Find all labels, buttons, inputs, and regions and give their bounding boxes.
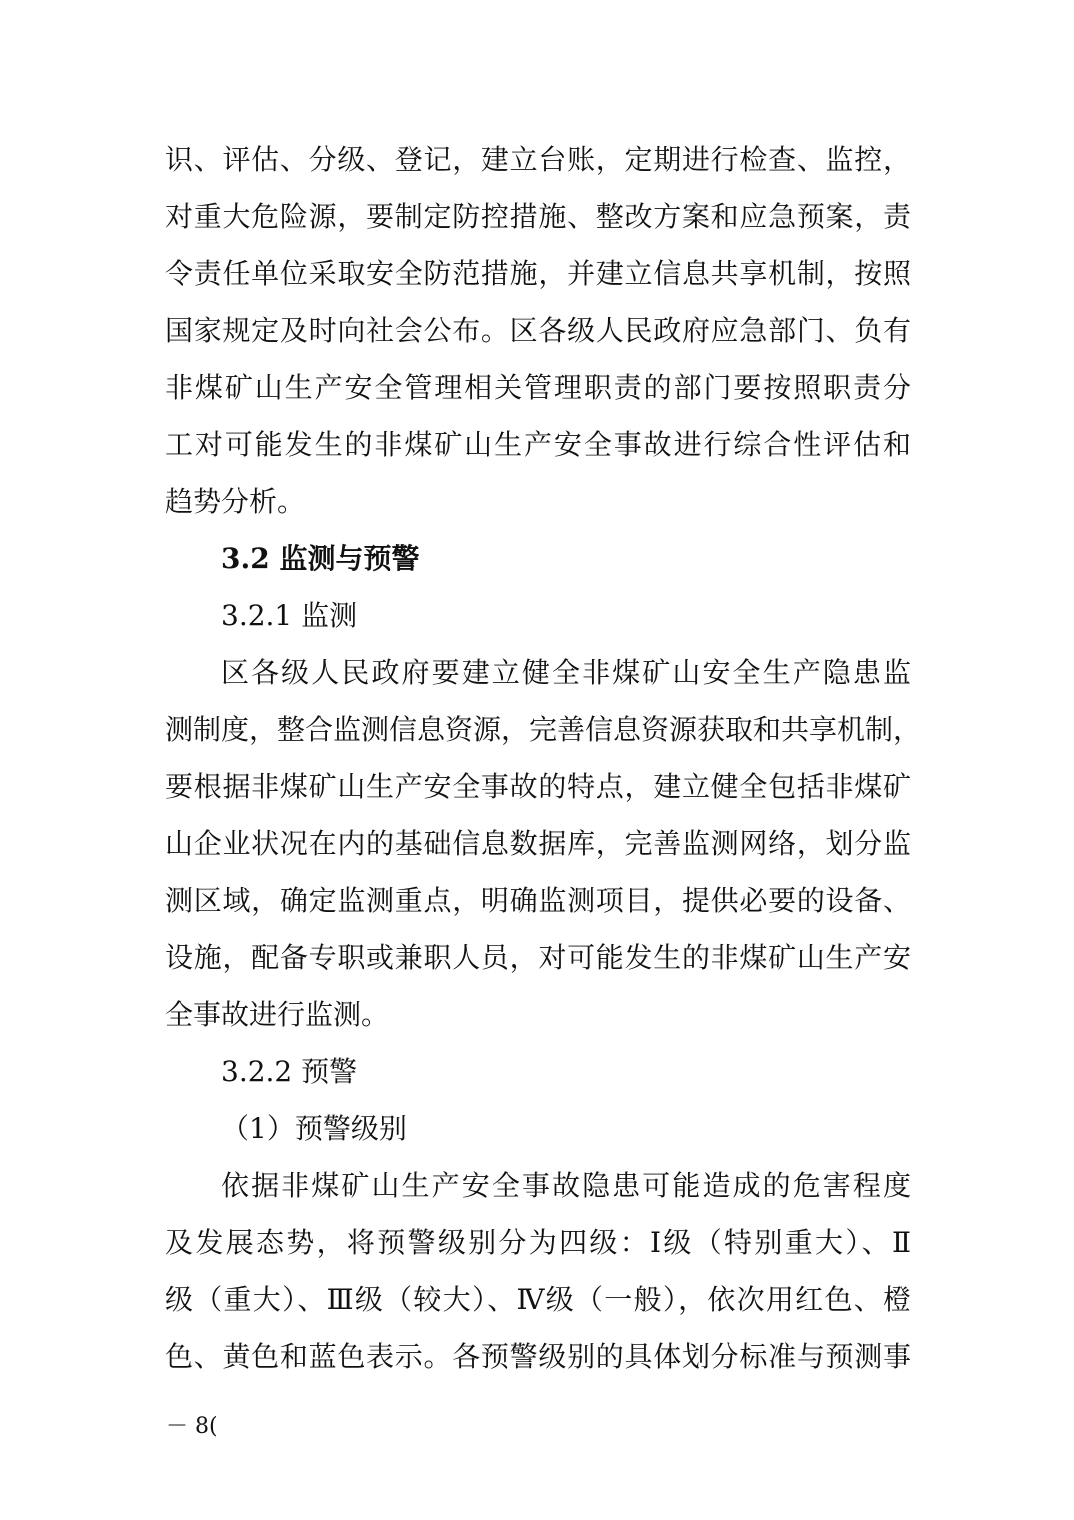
subsection-heading: 3.2.1 监测 bbox=[221, 599, 358, 632]
section-heading: 3.2 监测与预警 bbox=[221, 542, 420, 575]
paragraph-line: 测制度，整合监测信息资源，完善信息资源获取和共享机制， bbox=[165, 713, 922, 746]
list-heading: （1）预警级别 bbox=[221, 1112, 407, 1145]
paragraph-line: 色、黄色和蓝色表示。各预警级别的具体划分标准与预测事 bbox=[165, 1340, 911, 1373]
paragraph-line: 工对可能发生的非煤矿山生产安全事故进行综合性评估和 bbox=[165, 428, 911, 461]
paragraph-line: 测区域，确定监测重点，明确监测项目，提供必要的设备、 bbox=[165, 884, 911, 917]
paragraph-line: 要根据非煤矿山生产安全事故的特点，建立健全包括非煤矿 bbox=[165, 770, 911, 803]
paragraph-line: 区各级人民政府要建立健全非煤矿山安全生产隐患监 bbox=[221, 656, 911, 689]
page-number: － 8( bbox=[166, 1414, 218, 1439]
paragraph-line: 依据非煤矿山生产安全事故隐患可能造成的危害程度 bbox=[221, 1169, 911, 1202]
paragraph-line: 识、评估、分级、登记，建立台账，定期进行检查、监控， bbox=[165, 143, 911, 176]
paragraph-line: 设施，配备专职或兼职人员，对可能发生的非煤矿山生产安 bbox=[165, 941, 911, 974]
paragraph-line: 令责任单位采取安全防范措施，并建立信息共享机制，按照 bbox=[165, 257, 911, 290]
paragraph-line: 级（重大）、Ⅲ级（较大）、Ⅳ级（一般），依次用红色、橙 bbox=[165, 1283, 911, 1316]
paragraph-line: 趋势分析。 bbox=[165, 485, 306, 518]
paragraph-line: 及发展态势，将预警级别分为四级：Ⅰ级（特别重大）、Ⅱ bbox=[165, 1226, 911, 1259]
subsection-heading: 3.2.2 预警 bbox=[221, 1055, 358, 1088]
paragraph-line: 山企业状况在内的基础信息数据库，完善监测网络，划分监 bbox=[165, 827, 911, 860]
paragraph-line: 非煤矿山生产安全管理相关管理职责的部门要按照职责分 bbox=[165, 371, 911, 404]
paragraph-line: 对重大危险源，要制定防控措施、整改方案和应急预案，责 bbox=[165, 200, 911, 233]
paragraph-line: 国家规定及时向社会公布。区各级人民政府应急部门、负有 bbox=[165, 314, 911, 347]
paragraph-line: 全事故进行监测。 bbox=[165, 998, 390, 1031]
